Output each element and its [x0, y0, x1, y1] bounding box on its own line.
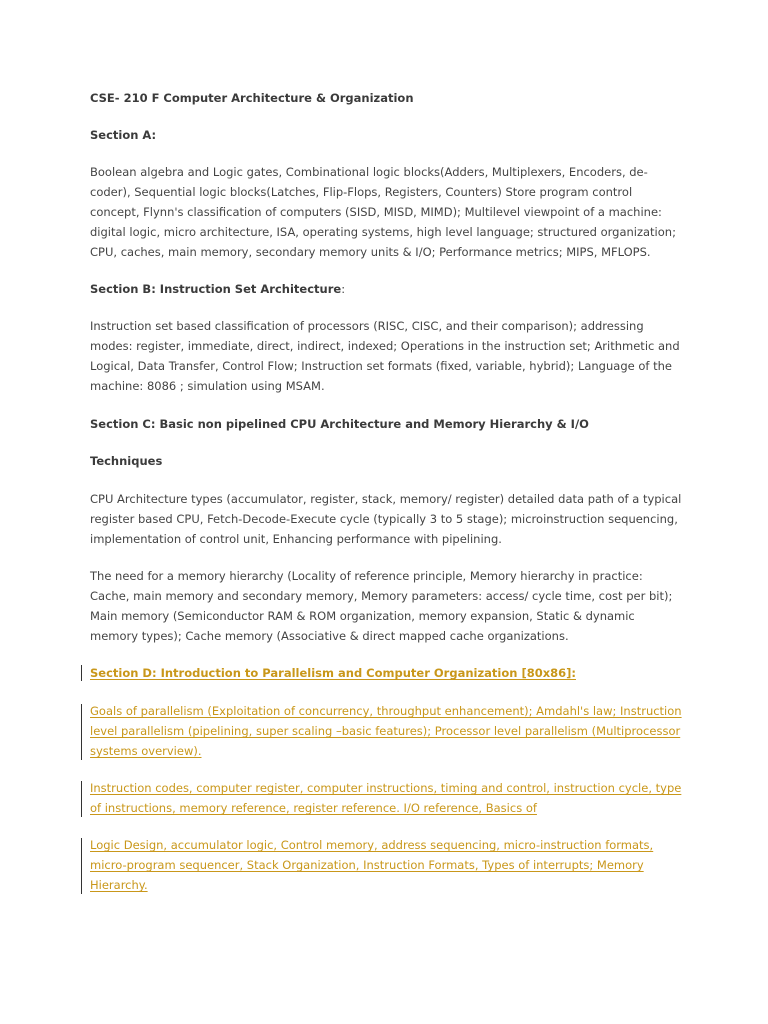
text-link-line[interactable]: Logic Design, accumulator logic, Control memory, address sequencing, micro-instruction formats,: [90, 838, 654, 852]
section-c-paragraph-cpu: [90, 489, 686, 549]
text-link-line[interactable]: of instructions, memory reference, register reference. I/O reference, Basics of: [90, 801, 537, 815]
text-line: CPU, caches, main memory, secondary memory units & I/O; Performance metrics; MIPS, MFLOPS.: [90, 245, 651, 259]
section-b-heading-colon: :: [341, 282, 346, 296]
section-c-paragraph-memory: [90, 566, 686, 646]
text-line: Logical, Data Transfer, Control Flow; Instruction set formats (fixed, variable, hybrid); Language of the: [90, 359, 672, 373]
section-b-heading: Section B: Instruction Set Architecture: [90, 282, 342, 296]
section-a-heading: Section A:: [90, 128, 157, 142]
text-line: concept, Flynn's classification of computers (SISD, MISD, MIMD); Multilevel viewpoint of a machine:: [90, 205, 662, 219]
section-a-paragraph: [90, 162, 686, 262]
section-c-heading: Section C: Basic non pipelined CPU Architecture and Memory Hierarchy & I/O: [90, 417, 589, 431]
text-line: Main memory (Semiconductor RAM & ROM organization, memory expansion, Static & dynamic: [90, 609, 635, 623]
change-bar: [81, 704, 82, 760]
text-link-line[interactable]: systems overview).: [90, 744, 202, 758]
text-line: CPU Architecture types (accumulator, register, stack, memory/ register) detailed data path of a typical: [90, 492, 682, 506]
text-line: Instruction set based classification of processors (RISC, CISC, and their comparison); addressing: [90, 319, 644, 333]
text-line: digital logic, micro architecture, ISA, operating systems, high level language; structured organization;: [90, 225, 676, 239]
text-link-line[interactable]: Goals of parallelism (Exploitation of concurrency, throughput enhancement); Amdahl's law; Instruction: [90, 704, 682, 718]
text-line: coder), Sequential logic blocks(Latches, Flip-Flops, Registers, Counters) Store program control: [90, 185, 633, 199]
section-c-subheading: Techniques: [90, 454, 163, 468]
section-b-paragraph: [90, 316, 686, 396]
text-line: machine: 8086 ; simulation using MSAM.: [90, 379, 325, 393]
section-b-heading-line: [90, 279, 686, 299]
text-line: register based CPU, Fetch-Decode-Execute cycle (typically 3 to 5 stage); microinstruction sequencing,: [90, 512, 678, 526]
text-line: The need for a memory hierarchy (Locality of reference principle, Memory hierarchy in practice:: [90, 569, 643, 583]
text-link-line[interactable]: Hierarchy.: [90, 878, 148, 892]
text-line: implementation of control unit, Enhancing performance with pipelining.: [90, 532, 502, 546]
section-d-heading-link[interactable]: Section D: Introduction to Parallelism and Computer Organization [80x86]:: [90, 666, 576, 680]
change-bar: [81, 781, 82, 817]
section-d-paragraph-instructions: [90, 778, 686, 818]
section-d-paragraph-parallelism: [90, 701, 686, 761]
text-link-line[interactable]: level parallelism (pipelining, super scaling –basic features); Processor level parallelism (Multiprocessor: [90, 724, 681, 738]
text-line: Boolean algebra and Logic gates, Combinational logic blocks(Adders, Multiplexers, Encoders, de-: [90, 165, 648, 179]
text-link-line[interactable]: Instruction codes, computer register, computer instructions, timing and control, instruction cycle, type: [90, 781, 682, 795]
text-link-line[interactable]: micro-program sequencer, Stack Organization, Instruction Formats, Types of interrupts; Memory: [90, 858, 644, 872]
section-d-paragraph-logic: [90, 835, 686, 895]
text-line: modes: register, immediate, direct, indirect, indexed; Operations in the instruction set; Arithmetic and: [90, 339, 680, 353]
text-line: Cache, main memory and secondary memory, Memory parameters: access/ cycle time, cost per bit);: [90, 589, 673, 603]
change-bar: [81, 838, 82, 894]
document-title: CSE- 210 F Computer Architecture & Organization: [90, 91, 414, 105]
text-line: memory types); Cache memory (Associative & direct mapped cache organizations.: [90, 629, 569, 643]
change-bar: [81, 665, 82, 681]
